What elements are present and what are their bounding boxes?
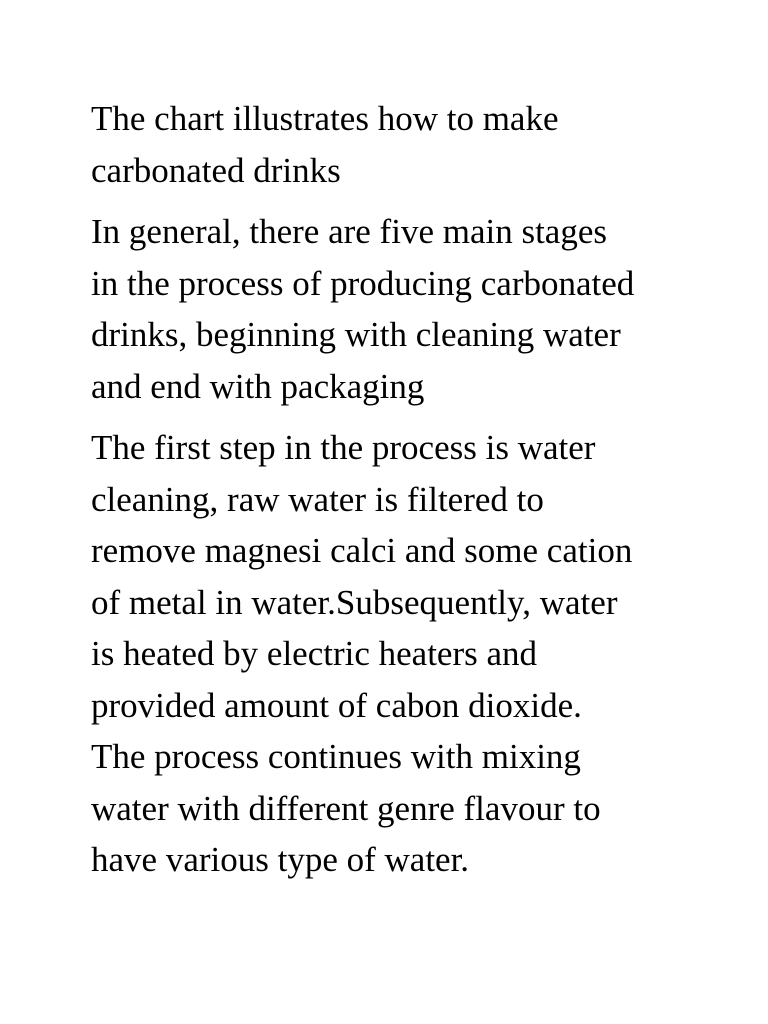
paragraph-intro [91, 93, 691, 196]
text-line: provided amount of cabon dioxide. [91, 685, 582, 725]
text-line: The first step in the process is water [91, 428, 596, 467]
text-line: The chart illustrates how to make [91, 99, 559, 138]
text-line: have various type of water. [91, 840, 470, 879]
text-line: remove magnesi calci and some cation [91, 531, 633, 570]
document-body [91, 93, 691, 896]
text-line: cleaning, raw water is filtered to [91, 479, 544, 519]
paragraph-overview [91, 206, 691, 412]
text-line: is heated by electric heaters and [91, 634, 538, 673]
text-line: In general, there are five main stages [91, 212, 607, 251]
text-line: and end with packaging [91, 366, 425, 406]
text-line: drinks, beginning with cleaning water [91, 315, 621, 354]
text-line: in the process of producing carbonated [91, 263, 635, 303]
text-line: carbonated drinks [91, 150, 341, 190]
paragraph-details [91, 422, 691, 886]
text-line: of metal in water.Subsequently, water [91, 582, 618, 622]
text-line: The process continues with mixing [91, 737, 581, 776]
text-line: water with different genre flavour to [91, 788, 601, 828]
